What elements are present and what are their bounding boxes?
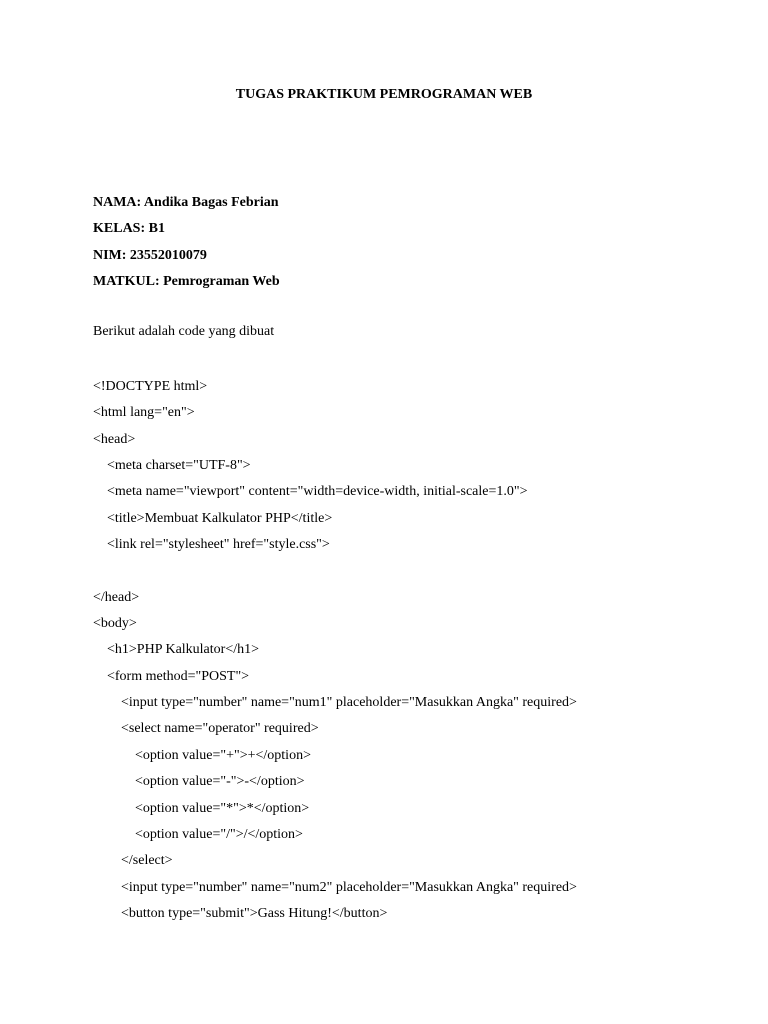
code-line: <meta charset="UTF-8">: [107, 458, 251, 474]
code-line: <button type="submit">Gass Hitung!</button>: [121, 905, 388, 921]
code-line: </select>: [121, 853, 173, 869]
code-line: <option value="*">*</option>: [135, 800, 310, 816]
code-line: <title>Membuat Kalkulator PHP</title>: [107, 510, 333, 526]
code-line: <link rel="stylesheet" href="style.css">: [107, 537, 330, 553]
code-line-blank: [93, 558, 577, 584]
student-info: [93, 190, 280, 296]
student-name: NAMA: Andika Bagas Febrian: [93, 195, 279, 210]
code-line: <input type="number" name="num1" placeholder="Masukkan Angka" required>: [121, 695, 577, 711]
code-line: <form method="POST">: [107, 668, 250, 684]
code-line: </head>: [93, 589, 140, 605]
code-line: <head>: [93, 431, 136, 447]
student-nim: NIM: 23552010079: [93, 247, 207, 263]
code-line: <!DOCTYPE html>: [93, 379, 208, 394]
code-line: <input type="number" name="num2" placeholder="Masukkan Angka" required>: [121, 879, 577, 895]
code-line: <option value="+">+</option>: [135, 747, 311, 763]
document-title: TUGAS PRAKTIKUM PEMROGRAMAN WEB: [235, 87, 533, 102]
code-line: <option value="/">/</option>: [135, 826, 303, 842]
code-listing: [93, 374, 577, 927]
code-line: <html lang="en">: [93, 405, 195, 421]
intro-text: Berikut adalah code yang dibuat: [93, 324, 275, 339]
code-line: <select name="operator" required>: [121, 721, 319, 737]
code-line: <body>: [93, 616, 137, 632]
code-line: <h1>PHP Kalkulator</h1>: [107, 642, 260, 658]
course-name: MATKUL: Pemrograman Web: [93, 274, 280, 290]
code-line: <option value="-">-</option>: [135, 774, 305, 790]
code-line: <meta name="viewport" content="width=device-width, initial-scale=1.0">: [107, 484, 528, 500]
student-class: KELAS: B1: [93, 221, 165, 237]
